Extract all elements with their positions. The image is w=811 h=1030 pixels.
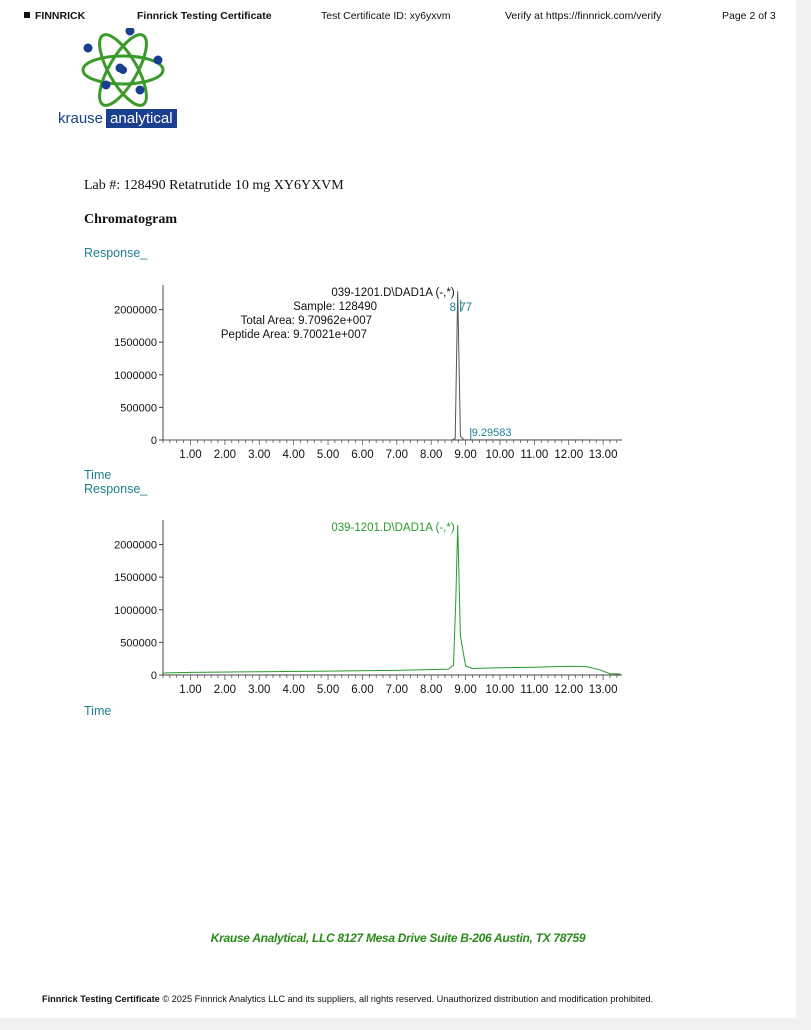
y-tick-label: 1500000: [114, 337, 157, 350]
x-tick-label: 1.00: [179, 684, 202, 696]
x-tick-label: 4.00: [282, 449, 305, 461]
chromatogram-trace: [163, 525, 620, 674]
chromatogram-chart-1: [0, 280, 796, 480]
lab-number-line: Lab #: 128490 Retatrutide 10 mg XY6YXVM: [84, 178, 344, 193]
brand-name: FINNRICK: [35, 10, 86, 22]
time-label-1: Time: [84, 468, 112, 482]
y-tick-label: 500000: [120, 637, 157, 650]
chart-annotation: Peptide Area: 9.70021e+007: [220, 329, 367, 341]
logo-wordmark: [58, 110, 177, 127]
x-tick-label: 12.00: [554, 684, 584, 696]
brand-square-icon: [24, 12, 30, 18]
x-tick-label: 2.00: [213, 449, 237, 461]
x-tick-label: 9.00: [454, 684, 477, 696]
x-tick-label: 8.00: [419, 684, 443, 696]
time-label-2: Time: [84, 704, 112, 718]
x-tick-label: 5.00: [316, 449, 340, 461]
logo-word-krause: krause: [58, 110, 104, 127]
chart-title: 039-1201.D\DAD1A (-,*): [331, 522, 455, 534]
x-tick-label: 3.00: [248, 449, 271, 461]
x-tick-label: 13.00: [588, 684, 618, 696]
y-tick-label: 2000000: [114, 539, 157, 552]
x-tick-label: 5.00: [316, 684, 340, 696]
lab-address: Krause Analytical, LLC 8127 Mesa Drive Suite B-206 Austin, TX 78759: [210, 931, 586, 945]
x-tick-label: 7.00: [385, 449, 408, 461]
x-tick-label: 2.00: [213, 684, 237, 696]
x-tick-label: 10.00: [485, 449, 515, 461]
x-tick-label: 4.00: [282, 684, 305, 696]
minor-peak-label: 9.29583: [471, 427, 512, 439]
chart-annotation: Sample: 128490: [293, 301, 377, 313]
x-tick-label: 3.00: [248, 684, 271, 696]
header-cert-id: Test Certificate ID: xy6yxvm: [321, 10, 451, 22]
header-brand: [24, 10, 85, 22]
x-tick-label: 9.00: [454, 449, 477, 461]
y-tick-label: 1000000: [114, 369, 157, 382]
chromatogram-trace: [163, 291, 620, 440]
x-tick-label: 6.00: [351, 684, 374, 696]
x-tick-label: 12.00: [554, 449, 584, 461]
chromatogram-chart-2: [0, 515, 796, 715]
y-tick-label: 0: [150, 435, 157, 447]
x-tick-label: 7.00: [385, 684, 408, 696]
y-tick-label: 1000000: [114, 604, 157, 617]
logo-word-analytical: analytical: [106, 109, 177, 128]
chart-annotation: Total Area: 9.70962e+007: [240, 315, 372, 327]
x-tick-label: 11.00: [520, 449, 549, 461]
copyright-notice: [42, 994, 653, 1004]
copyright-text: © 2025 Finnrick Analytics LLC and its suppliers, all rights reserved. Unauthorized distribution and modification prohibited.: [159, 994, 654, 1004]
x-tick-label: 8.00: [419, 449, 443, 461]
x-tick-label: 10.00: [485, 684, 515, 696]
x-tick-label: 13.00: [588, 449, 618, 461]
chart-title: 039-1201.D\DAD1A (-,*): [331, 287, 455, 299]
y-tick-label: 500000: [120, 402, 157, 415]
response-label-1: Response_: [84, 246, 148, 260]
copyright-bold: Finnrick Testing Certificate: [42, 994, 160, 1004]
y-tick-label: 1500000: [114, 572, 157, 585]
response-label-2: Response_: [84, 482, 148, 496]
header-page-number: Page 2 of 3: [722, 10, 776, 22]
x-tick-label: 6.00: [351, 449, 374, 461]
header-verify-link[interactable]: Verify at https://finnrick.com/verify: [505, 10, 662, 22]
y-tick-label: 2000000: [114, 304, 157, 317]
y-tick-label: 0: [150, 670, 157, 682]
peak-label: 8.77: [449, 302, 473, 314]
header-title: Finnrick Testing Certificate: [137, 10, 272, 22]
atom-logo-icon: [78, 28, 168, 110]
section-title: Chromatogram: [84, 212, 178, 227]
x-tick-label: 1.00: [179, 449, 202, 461]
x-tick-label: 11.00: [520, 684, 549, 696]
